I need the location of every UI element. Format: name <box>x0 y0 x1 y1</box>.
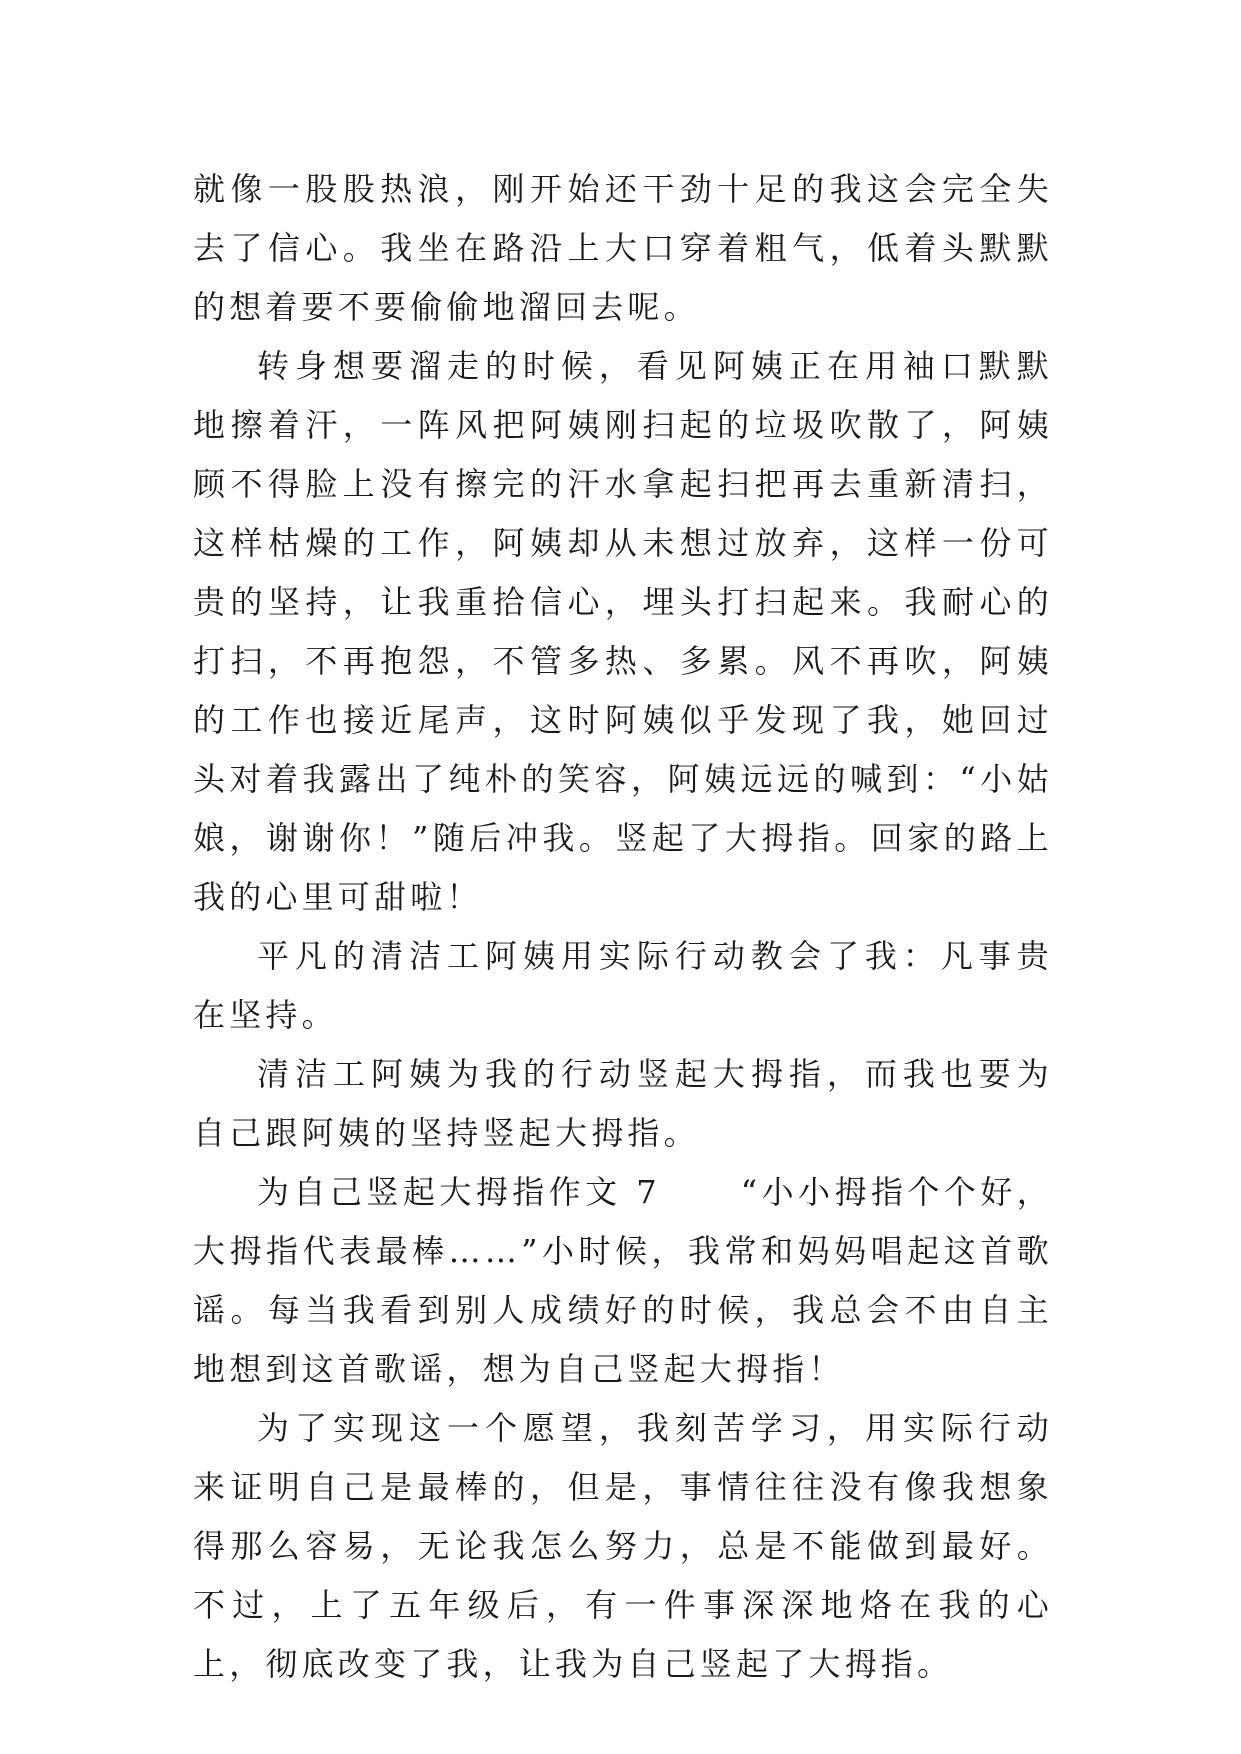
paragraph-1: 就像一股股热浪，刚开始还干劲十足的我这会完全失去了信心。我坐在路沿上大口穿着粗气，低着头默默的想着要不要偷偷地溜回去呢。 <box>193 170 1053 326</box>
essay-heading: 为自己竖起大拇指作文 7 <box>257 1173 661 1211</box>
paragraph-4: 清洁工阿姨为我的行动竖起大拇指，而我也要为自己跟阿姨的坚持竖起大拇指。 <box>193 1055 1053 1152</box>
paragraph-2: 转身想要溜走的时候，看见阿姨正在用袖口默默地擦着汗，一阵风把阿姨刚扫起的垃圾吹散了，阿姨顾不得脸上没有擦完的汗水拿起扫把再去重新清扫，这样枯燥的工作，阿姨却从未想过放弃，这样一份可贵的坚持，让我重拾信心，埋头打扫起来。我耐心的打扫，不再抱怨，不管多热、多累。风不再吹，阿姨的工作也接近尾声，这时阿姨似乎发现了我，她回过头对着我露出了纯朴的笑容，阿姨远远的喊到：“小姑娘，谢谢你！”随后冲我。竖起了大拇指。回家的路上我的心里可甜啦！ <box>193 347 1053 916</box>
document-body <box>193 160 1053 1694</box>
paragraph-5-text: “小小拇指个个好，大拇指代表最棒……”小时候，我常和妈妈唱起这首歌谣。每当我看到别人成绩好的时候，我总会不由自主地想到这首歌谣，想为自己竖起大拇指！ <box>193 1173 1053 1388</box>
paragraph-6: 为了实现这一个愿望，我刻苦学习，用实际行动来证明自己是最棒的，但是，事情往往没有像我想象得那么容易，无论我怎么努力，总是不能做到最好。不过，上了五年级后，有一件事深深地烙在我的心上，彻底改变了我，让我为自己竖起了大拇指。 <box>193 1409 1053 1683</box>
paragraph-3: 平凡的清洁工阿姨用实际行动教会了我：凡事贵在坚持。 <box>193 937 1053 1034</box>
paragraph-5 <box>193 1163 1053 1399</box>
